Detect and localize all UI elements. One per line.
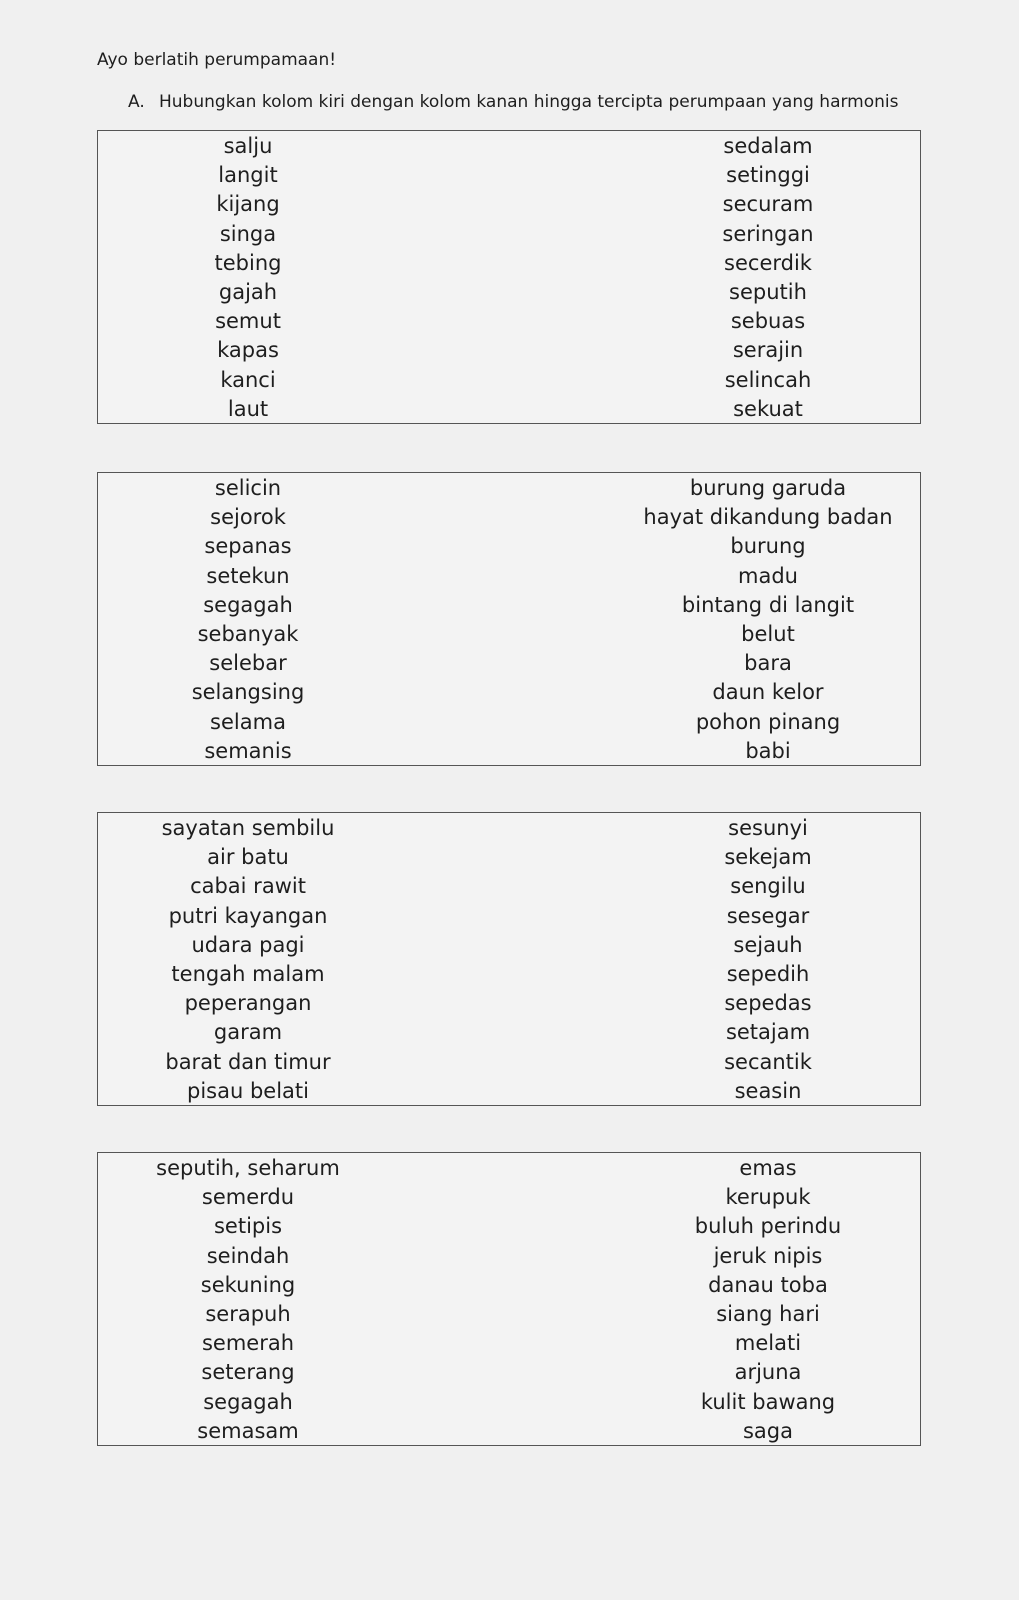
left-column (138, 132, 358, 424)
right-item: daun kelor (712, 680, 824, 705)
left-item: selicin (214, 476, 282, 500)
left-item: serapuh (205, 1301, 291, 1326)
left-item: tengah malam (171, 961, 325, 986)
left-item: kanci (220, 367, 276, 392)
left-item: sekuning (200, 1272, 296, 1297)
matching-table-1 (97, 130, 921, 424)
left-item: peperangan (184, 991, 312, 1016)
left-item: setipis (213, 1214, 283, 1239)
right-item: danau toba (708, 1272, 828, 1297)
right-item: emas (739, 1156, 797, 1180)
right-item: sedalam (723, 134, 813, 158)
right-item: sesegar (726, 903, 810, 928)
right-item: sekejam (724, 845, 812, 870)
left-item: semerah (201, 1331, 295, 1356)
right-item: selincah (724, 367, 812, 392)
right-item: siang hari (716, 1301, 820, 1326)
right-item: sengilu (730, 874, 806, 899)
left-item: selebar (209, 651, 287, 676)
instruction (128, 90, 899, 114)
left-item: garam (213, 1020, 283, 1045)
left-item: laut (227, 396, 269, 421)
left-item: setekun (206, 563, 290, 588)
right-item: secantik (724, 1049, 812, 1074)
left-item: selama (210, 709, 286, 734)
right-item: pohon pinang (695, 709, 841, 734)
right-column (618, 814, 918, 1106)
right-item: sepedih (726, 961, 810, 986)
left-item: segagah (203, 592, 293, 617)
left-item: sepanas (204, 534, 292, 559)
left-item: salju (223, 134, 273, 158)
left-column (138, 474, 358, 766)
left-item: gajah (218, 279, 278, 304)
left-item: sayatan sembilu (161, 816, 335, 840)
left-item: air batu (207, 845, 289, 870)
matching-table-2 (97, 472, 921, 766)
right-item: jeruk nipis (713, 1243, 823, 1268)
right-item: arjuna (734, 1360, 802, 1385)
right-item: seputih (729, 279, 807, 304)
right-item: burung garuda (689, 476, 847, 500)
right-item: secerdik (724, 250, 812, 275)
left-column (138, 1154, 358, 1446)
right-item: kulit bawang (700, 1389, 836, 1414)
right-item: sejauh (733, 932, 803, 957)
left-item: tebing (214, 250, 282, 275)
left-item: semut (215, 309, 281, 334)
right-item: seasin (734, 1078, 802, 1103)
left-item: semasam (197, 1418, 299, 1443)
right-item: bara (744, 651, 792, 676)
right-item: kerupuk (725, 1185, 811, 1210)
left-item: sejorok (210, 505, 286, 530)
right-item: setinggi (726, 163, 810, 188)
right-item: bintang di langit (681, 592, 855, 617)
left-item: singa (219, 221, 277, 246)
right-item: sepedas (724, 991, 812, 1016)
instruction-number: A. (128, 92, 145, 112)
right-item: burung (730, 534, 806, 559)
left-column (138, 814, 358, 1106)
left-item: udara pagi (191, 932, 305, 957)
right-item: seringan (722, 221, 814, 246)
left-item: langit (218, 163, 278, 188)
right-column (618, 474, 918, 766)
right-item: setajam (725, 1020, 811, 1045)
left-item: semanis (204, 738, 292, 763)
left-item: seputih, seharum (156, 1156, 340, 1180)
right-item: sekuat (733, 396, 803, 421)
left-item: kijang (216, 192, 280, 217)
right-item: melati (734, 1331, 802, 1356)
left-item: putri kayangan (168, 903, 328, 928)
right-item: madu (738, 563, 798, 588)
right-column (618, 132, 918, 424)
left-item: barat dan timur (165, 1049, 331, 1074)
right-item: securam (722, 192, 814, 217)
right-item: babi (745, 738, 791, 763)
left-item: seterang (201, 1360, 295, 1385)
right-item: sebuas (730, 309, 806, 334)
left-item: pisau belati (187, 1078, 309, 1103)
left-item: selangsing (191, 680, 305, 705)
right-item: belut (741, 621, 795, 646)
left-item: seindah (206, 1243, 290, 1268)
page-title: Ayo berlatih perumpamaan! (97, 50, 337, 70)
left-item: kapas (217, 338, 279, 363)
left-item: sebanyak (197, 621, 299, 646)
left-item: cabai rawit (190, 874, 306, 899)
right-column (618, 1154, 918, 1446)
right-item: hayat dikandung badan (643, 505, 893, 530)
right-item: saga (742, 1418, 793, 1443)
right-item: buluh perindu (694, 1214, 842, 1239)
matching-table-3 (97, 812, 921, 1106)
matching-table-4 (97, 1152, 921, 1446)
right-item: serajin (732, 338, 804, 363)
left-item: segagah (203, 1389, 293, 1414)
instruction-text: Hubungkan kolom kiri dengan kolom kanan hingga tercipta perumpaan yang harmonis (159, 92, 899, 112)
left-item: semerdu (201, 1185, 295, 1210)
right-item: sesunyi (728, 816, 808, 840)
